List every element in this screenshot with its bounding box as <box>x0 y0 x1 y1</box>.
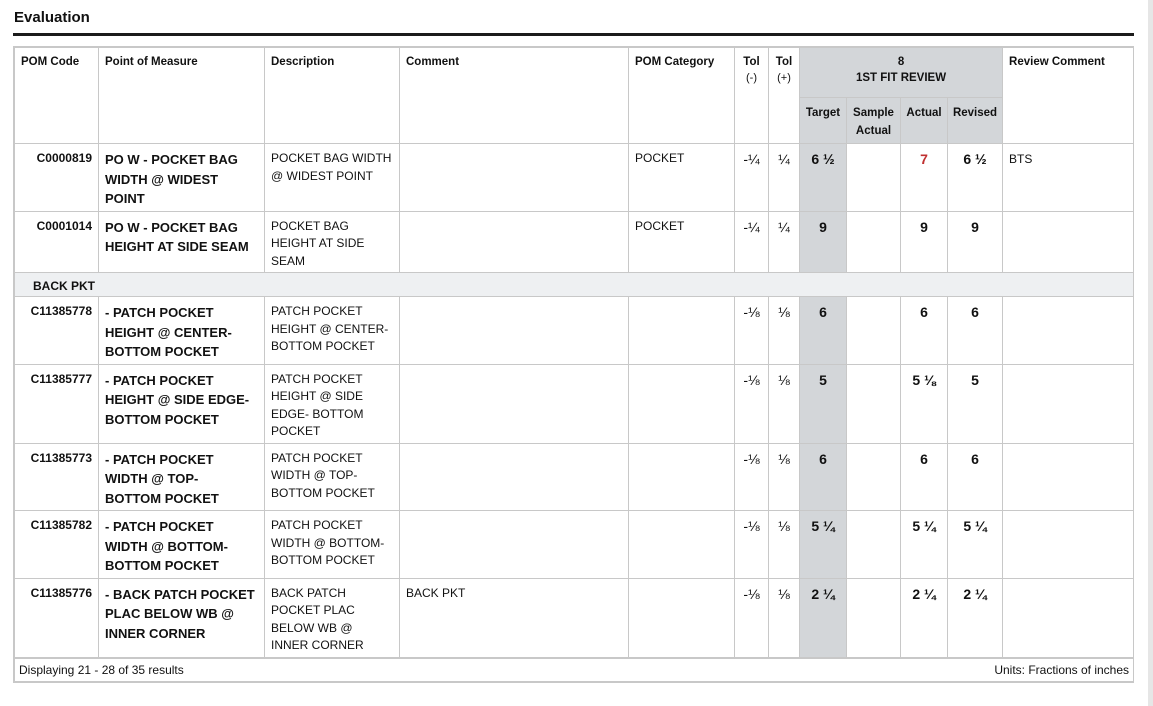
col-header-tol-minus[interactable] <box>735 48 769 144</box>
actual-value[interactable]: 6 <box>901 297 948 365</box>
fit-review-number: 8 <box>897 56 905 68</box>
comment-cell[interactable] <box>400 511 629 579</box>
point-of-measure: - PATCH POCKET HEIGHT @ CENTER-BOTTOM POCKET <box>99 297 265 365</box>
fit-review-group-header <box>800 48 1003 98</box>
table-row[interactable] <box>15 578 1134 658</box>
description: PATCH POCKET WIDTH @ BOTTOM-BOTTOM POCKET <box>265 511 400 579</box>
tol-minus: -¼ <box>735 211 769 273</box>
target-value: 6 <box>800 443 847 511</box>
pom-code: C0000819 <box>15 144 99 212</box>
sample-actual-input[interactable] <box>847 443 901 511</box>
tol-minus: -⅛ <box>735 511 769 579</box>
table-row[interactable] <box>15 297 1134 365</box>
tol-minus: -⅛ <box>735 297 769 365</box>
table-row[interactable] <box>15 364 1134 443</box>
tol-plus: ⅛ <box>769 297 800 365</box>
table-footer <box>15 658 1134 682</box>
revised-value[interactable]: 5 ¼ <box>948 511 1003 579</box>
description: POCKET BAG HEIGHT AT SIDE SEAM <box>265 211 400 273</box>
review-comment[interactable] <box>1003 578 1134 658</box>
target-value: 2 ¼ <box>800 578 847 658</box>
tol-plus: ⅛ <box>769 511 800 579</box>
table-row[interactable] <box>15 211 1134 273</box>
col-header-pom-category[interactable]: POM Category <box>629 48 735 144</box>
revised-value[interactable]: 6 <box>948 443 1003 511</box>
pom-category <box>629 511 735 579</box>
revised-value[interactable]: 9 <box>948 211 1003 273</box>
tol-plus: ⅛ <box>769 364 800 443</box>
comment-cell[interactable] <box>400 364 629 443</box>
pom-code: C11385777 <box>15 364 99 443</box>
pom-category: POCKET <box>629 211 735 273</box>
comment-cell[interactable] <box>400 297 629 365</box>
sample-actual-input[interactable] <box>847 144 901 212</box>
tol-plus: ⅛ <box>769 443 800 511</box>
comment-cell[interactable]: BACK PKT <box>400 578 629 658</box>
actual-value[interactable]: 6 <box>901 443 948 511</box>
col-header-actual[interactable]: Actual <box>901 98 948 144</box>
actual-value[interactable]: 9 <box>901 211 948 273</box>
point-of-measure: PO W - POCKET BAG HEIGHT AT SIDE SEAM <box>99 211 265 273</box>
col-header-review-comment[interactable]: Review Comment <box>1003 48 1134 144</box>
tol-minus-label: Tol <box>743 56 760 68</box>
review-comment[interactable] <box>1003 297 1134 365</box>
tol-plus: ¼ <box>769 144 800 212</box>
comment-cell[interactable] <box>400 144 629 212</box>
section-row <box>15 273 1134 297</box>
sample-actual-input[interactable] <box>847 511 901 579</box>
pom-category <box>629 578 735 658</box>
tol-minus: -⅛ <box>735 443 769 511</box>
col-header-sample-actual[interactable]: Sample Actual <box>847 98 901 144</box>
description: POCKET BAG WIDTH @ WIDEST POINT <box>265 144 400 212</box>
description: PATCH POCKET HEIGHT @ CENTER-BOTTOM POCKET <box>265 297 400 365</box>
point-of-measure: - PATCH POCKET HEIGHT @ SIDE EDGE-BOTTOM POCKET <box>99 364 265 443</box>
col-header-point-of-measure[interactable]: Point of Measure <box>99 48 265 144</box>
col-header-pom-code[interactable]: POM Code <box>15 48 99 144</box>
point-of-measure: - PATCH POCKET WIDTH @ BOTTOM- BOTTOM POCKET <box>99 511 265 579</box>
table-row[interactable] <box>15 443 1134 511</box>
target-value: 6 ½ <box>800 144 847 212</box>
actual-value[interactable]: 2 ¼ <box>901 578 948 658</box>
pagination-status: Displaying 21 - 28 of 35 results <box>19 662 184 677</box>
table-row[interactable] <box>15 511 1134 579</box>
review-comment[interactable] <box>1003 511 1134 579</box>
description: PATCH POCKET WIDTH @ TOP-BOTTOM POCKET <box>265 443 400 511</box>
col-header-description[interactable]: Description <box>265 48 400 144</box>
point-of-measure: - BACK PATCH POCKET PLAC BELOW WB @ INNER CORNER <box>99 578 265 658</box>
col-header-comment[interactable]: Comment <box>400 48 629 144</box>
pom-category <box>629 297 735 365</box>
target-value: 5 <box>800 364 847 443</box>
description: BACK PATCH POCKET PLAC BELOW WB @ INNER CORNER <box>265 578 400 658</box>
revised-value[interactable]: 5 <box>948 364 1003 443</box>
tol-minus: -⅛ <box>735 364 769 443</box>
description: PATCH POCKET HEIGHT @ SIDE EDGE- BOTTOM POCKET <box>265 364 400 443</box>
actual-value[interactable]: 5 ⅛ <box>901 364 948 443</box>
comment-cell[interactable] <box>400 443 629 511</box>
pom-code: C11385782 <box>15 511 99 579</box>
review-comment[interactable] <box>1003 443 1134 511</box>
tol-minus: -¼ <box>735 144 769 212</box>
pom-code: C11385773 <box>15 443 99 511</box>
pom-category <box>629 443 735 511</box>
tol-minus-sign: (-) <box>746 72 757 84</box>
col-header-revised[interactable]: Revised <box>948 98 1003 144</box>
evaluation-table <box>13 46 1134 683</box>
actual-value[interactable]: 5 ¼ <box>901 511 948 579</box>
revised-value[interactable]: 2 ¼ <box>948 578 1003 658</box>
tol-minus: -⅛ <box>735 578 769 658</box>
review-comment[interactable] <box>1003 211 1134 273</box>
pom-code: C11385776 <box>15 578 99 658</box>
tol-plus: ¼ <box>769 211 800 273</box>
target-value: 9 <box>800 211 847 273</box>
tol-plus: ⅛ <box>769 578 800 658</box>
units-label: Units: Fractions of inches <box>994 662 1130 677</box>
revised-value[interactable]: 6 ½ <box>948 144 1003 212</box>
actual-value[interactable]: 7 <box>901 144 948 212</box>
title-divider <box>13 33 1134 36</box>
comment-cell[interactable] <box>400 211 629 273</box>
pom-code: C0001014 <box>15 211 99 273</box>
tol-plus-label: Tol <box>775 56 793 68</box>
section-label: BACK PKT <box>15 273 1134 297</box>
fit-review-label: 1ST FIT REVIEW <box>855 72 947 84</box>
sample-actual-input[interactable] <box>847 297 901 365</box>
target-value: 6 <box>800 297 847 365</box>
col-header-tol-plus[interactable] <box>769 48 800 144</box>
pom-category: POCKET <box>629 144 735 212</box>
scrollbar-track[interactable] <box>1148 0 1153 706</box>
sample-actual-input[interactable] <box>847 364 901 443</box>
point-of-measure: - PATCH POCKET WIDTH @ TOP- BOTTOM POCKET <box>99 443 265 511</box>
target-value: 5 ¼ <box>800 511 847 579</box>
review-comment[interactable] <box>1003 364 1134 443</box>
review-comment[interactable]: BTS <box>1003 144 1134 212</box>
col-header-target[interactable]: Target <box>800 98 847 144</box>
sample-actual-input[interactable] <box>847 211 901 273</box>
point-of-measure: PO W - POCKET BAG WIDTH @ WIDEST POINT <box>99 144 265 212</box>
revised-value[interactable]: 6 <box>948 297 1003 365</box>
footer-cell <box>15 658 1134 682</box>
table-row[interactable] <box>15 144 1134 212</box>
pom-category <box>629 364 735 443</box>
pom-code: C11385778 <box>15 297 99 365</box>
page-title: Evaluation <box>14 9 90 26</box>
tol-plus-sign: (+) <box>777 72 791 84</box>
sample-actual-input[interactable] <box>847 578 901 658</box>
